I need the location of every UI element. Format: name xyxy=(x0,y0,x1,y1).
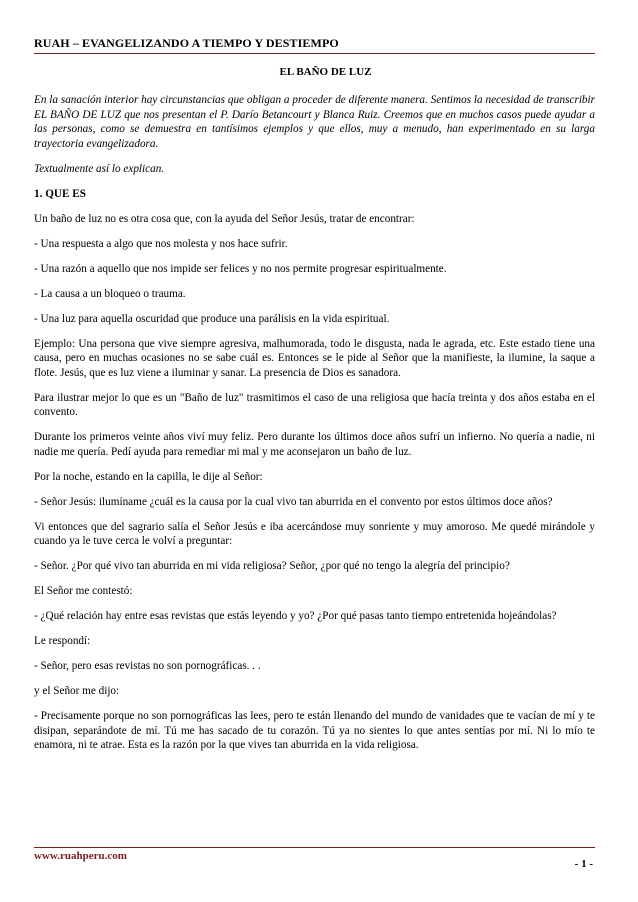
body-paragraph: Durante los primeros veinte años viví muy feliz. Pero durante los últimos doce años sufrí un infierno. No quería a nadie, ni nadie me quería. Pedí ayuda para remediar mi mal y me aconsejaron un baño de luz. xyxy=(34,431,595,458)
intro-paragraph-2: Textualmente así lo explican. xyxy=(34,162,165,175)
body-paragraph: - La causa a un bloqueo o trauma. xyxy=(34,287,186,300)
footer-divider xyxy=(34,847,595,848)
body-paragraph: - Una luz para aquella oscuridad que produce una parálisis en la vida espiritual. xyxy=(34,312,390,325)
body-paragraph: - Una respuesta a algo que nos molesta y nos hace sufrir. xyxy=(34,237,288,250)
running-header: RUAH – EVANGELIZANDO A TIEMPO Y DESTIEMPO xyxy=(34,36,595,54)
body-paragraph: Para ilustrar mejor lo que es un "Baño de luz" trasmitimos el caso de una religiosa que hacía treinta y dos años estaba en el convento. xyxy=(34,391,595,418)
body-paragraph: - Señor, pero esas revistas no son pornográficas. . . xyxy=(34,660,261,672)
body-paragraph: Ejemplo: Una persona que vive siempre agresiva, malhumorada, todo le disgusta, nada le agrada, etc. Este estado tiene una causa, pero en muchas ocasiones no se sabe cuál es. Entonces se le pide al Señor que la manifieste, la ilumine, la saque a flote. Jesús, que es luz viene a iluminar y sanar. La presencia de Dios es sanadora. xyxy=(34,337,595,379)
footer-link[interactable]: www.ruahperu.com xyxy=(34,850,127,862)
document-title: EL BAÑO DE LUZ xyxy=(279,66,372,78)
body-paragraph: Le respondí: xyxy=(34,635,91,647)
body-paragraph: - Señor. ¿Por qué vivo tan aburrida en mi vida religiosa? Señor, ¿por qué no tengo la alegría del principio? xyxy=(34,560,510,572)
body-paragraph: Un baño de luz no es otra cosa que, con la ayuda del Señor Jesús, tratar de encontrar: xyxy=(34,212,415,225)
body-paragraph: El Señor me contestó: xyxy=(34,585,133,597)
body-paragraph: Por la noche, estando en la capilla, le dije al Señor: xyxy=(34,470,263,483)
body-paragraph: - Una razón a aquello que nos impide ser felices y no nos permite progresar espiritualmente. xyxy=(34,262,447,275)
body-paragraph: - Señor Jesús: ilumíname ¿cuál es la causa por la cual vivo tan aburrida en el convento por estos últimos doce años? xyxy=(34,495,553,508)
document-page xyxy=(34,0,595,902)
body-paragraph: - ¿Qué relación hay entre esas revistas que estás leyendo y yo? ¿Por qué pasas tanto tiempo entretenida hojeándolas? xyxy=(34,610,557,622)
body-paragraph: - Precisamente porque no son pornográficas las lees, pero te están llenando del mundo de vanidades que te vacían de mí y te disipan, separándote de mí. Tú me has sacado de tu corazón. Tú ya no sientes lo que antes sentías por mí. Ni lo mío te enamora, ni te atrae. Esta es la razón por la que vives tan aburrida en la vida religiosa. xyxy=(34,710,595,751)
body-paragraph: Vi entonces que del sagrario salía el Señor Jesús e iba acercándose muy sonriente y muy amoroso. Me quedé mirándole y cuando ya le tuve cerca le volví a preguntar: xyxy=(34,520,595,547)
intro-paragraph: En la sanación interior hay circunstancias que obligan a proceder de diferente manera. Sentimos la necesidad de transcribir EL BAÑO DE LUZ que nos presentan el P. Darío Betancourt y Blanca Ruiz. Creemos que en muchos casos puede ayudar a las personas, como se demuestra en tantísimos ejemplos y que ellos, muy a menudo, han experimentado en su larga trayectoria evangelizadora. xyxy=(34,94,595,150)
section-heading: 1. QUE ES xyxy=(34,187,86,200)
page-number: - 1 - xyxy=(574,858,593,870)
body-paragraph: y el Señor me dijo: xyxy=(34,685,120,697)
document-body xyxy=(34,93,595,763)
